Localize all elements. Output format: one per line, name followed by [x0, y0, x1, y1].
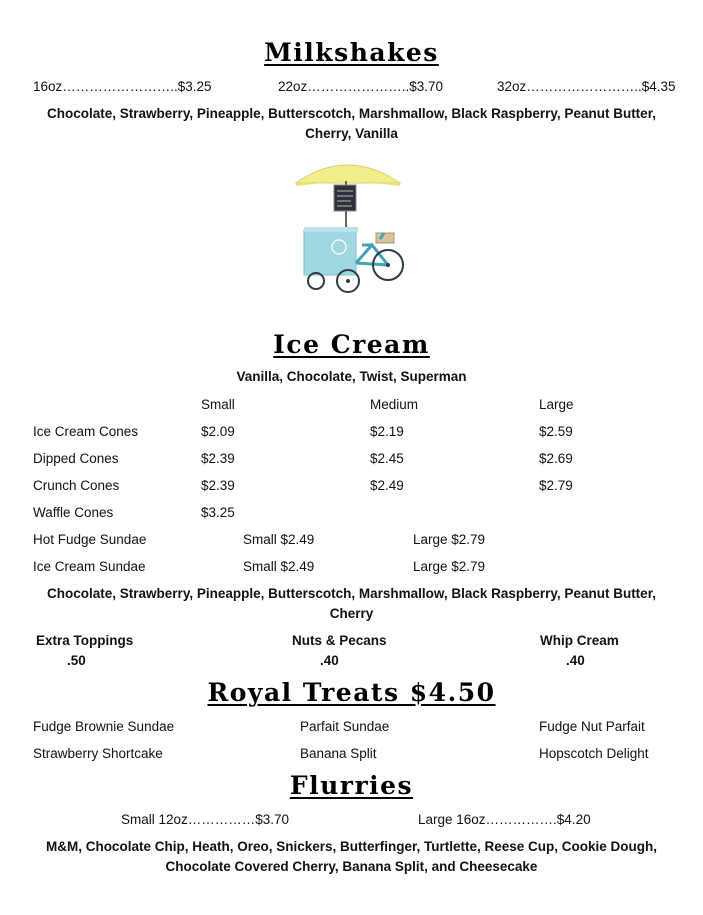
- royal-treat-item: Parfait Sundae: [300, 719, 390, 734]
- price-medium: $2.45: [370, 451, 404, 466]
- milkshake-size-32oz: 32oz……………………..$4.35: [497, 79, 676, 94]
- column-header-small: Small: [201, 397, 235, 412]
- milkshakes-title: Milkshakes: [264, 38, 439, 67]
- flurries-title: Flurries: [289, 771, 414, 800]
- price-small: $2.09: [201, 424, 235, 439]
- column-header-large: Large: [539, 397, 574, 412]
- price-medium: $2.19: [370, 424, 404, 439]
- royal-treat-item: Banana Split: [300, 746, 377, 761]
- price-small: $3.25: [201, 505, 235, 520]
- row-name: Waffle Cones: [33, 505, 114, 520]
- whip-cream-label: Whip Cream: [540, 633, 619, 648]
- row-name: Ice Cream Cones: [33, 424, 139, 439]
- royal-treats-title: Royal Treats $4.50: [207, 678, 496, 707]
- sundae-large-price: Large $2.79: [413, 532, 486, 547]
- price-large: $2.59: [539, 424, 573, 439]
- nuts-pecans-label: Nuts & Pecans: [292, 633, 387, 648]
- price-small: $2.39: [201, 478, 235, 493]
- price-medium: $2.49: [370, 478, 404, 493]
- extra-toppings-price: .50: [67, 653, 86, 668]
- flurry-flavors: M&M, Chocolate Chip, Heath, Oreo, Snickers, Butterfinger, Turtlette, Reese Cup, Cookie Dough, Chocolate Covered Cherry, Banana Split, and Cheesecake: [45, 839, 658, 874]
- extra-toppings-label: Extra Toppings: [36, 633, 134, 648]
- sundae-name: Hot Fudge Sundae: [33, 532, 147, 547]
- whip-cream-price: .40: [566, 653, 585, 668]
- milkshake-size-16oz: 16oz……………………..$3.25: [33, 79, 212, 94]
- row-name: Dipped Cones: [33, 451, 119, 466]
- milkshake-size-22oz: 22oz…………………..$3.70: [278, 79, 444, 94]
- royal-treat-item: Fudge Nut Parfait: [539, 719, 645, 734]
- royal-treat-item: Strawberry Shortcake: [33, 746, 163, 761]
- price-small: $2.39: [201, 451, 235, 466]
- ice-cream-title: Ice Cream: [273, 330, 430, 359]
- sundae-flavors: Chocolate, Strawberry, Pineapple, Butterscotch, Marshmallow, Black Raspberry, Peanut Butter, Cherry: [47, 586, 656, 621]
- price-large: $2.79: [539, 478, 573, 493]
- flurry-size-small: Small 12oz……………$3.70: [121, 812, 290, 827]
- sundae-name: Ice Cream Sundae: [33, 559, 146, 574]
- column-header-medium: Medium: [370, 397, 419, 412]
- sundae-small-price: Small $2.49: [243, 532, 315, 547]
- sundae-small-price: Small $2.49: [243, 559, 315, 574]
- ice-cream-cart-illustration: [292, 153, 410, 298]
- royal-treat-item: Fudge Brownie Sundae: [33, 719, 175, 734]
- nuts-pecans-price: .40: [320, 653, 339, 668]
- ice-cream-flavors: Vanilla, Chocolate, Twist, Superman: [236, 369, 467, 384]
- row-name: Crunch Cones: [33, 478, 120, 493]
- milkshake-flavors: Chocolate, Strawberry, Pineapple, Butterscotch, Marshmallow, Black Raspberry, Peanut Butter, Cherry, Vanilla: [47, 106, 656, 141]
- royal-treat-item: Hopscotch Delight: [539, 746, 649, 761]
- sundae-large-price: Large $2.79: [413, 559, 486, 574]
- flurry-size-large: Large 16oz…………….$4.20: [418, 812, 591, 827]
- price-large: $2.69: [539, 451, 573, 466]
